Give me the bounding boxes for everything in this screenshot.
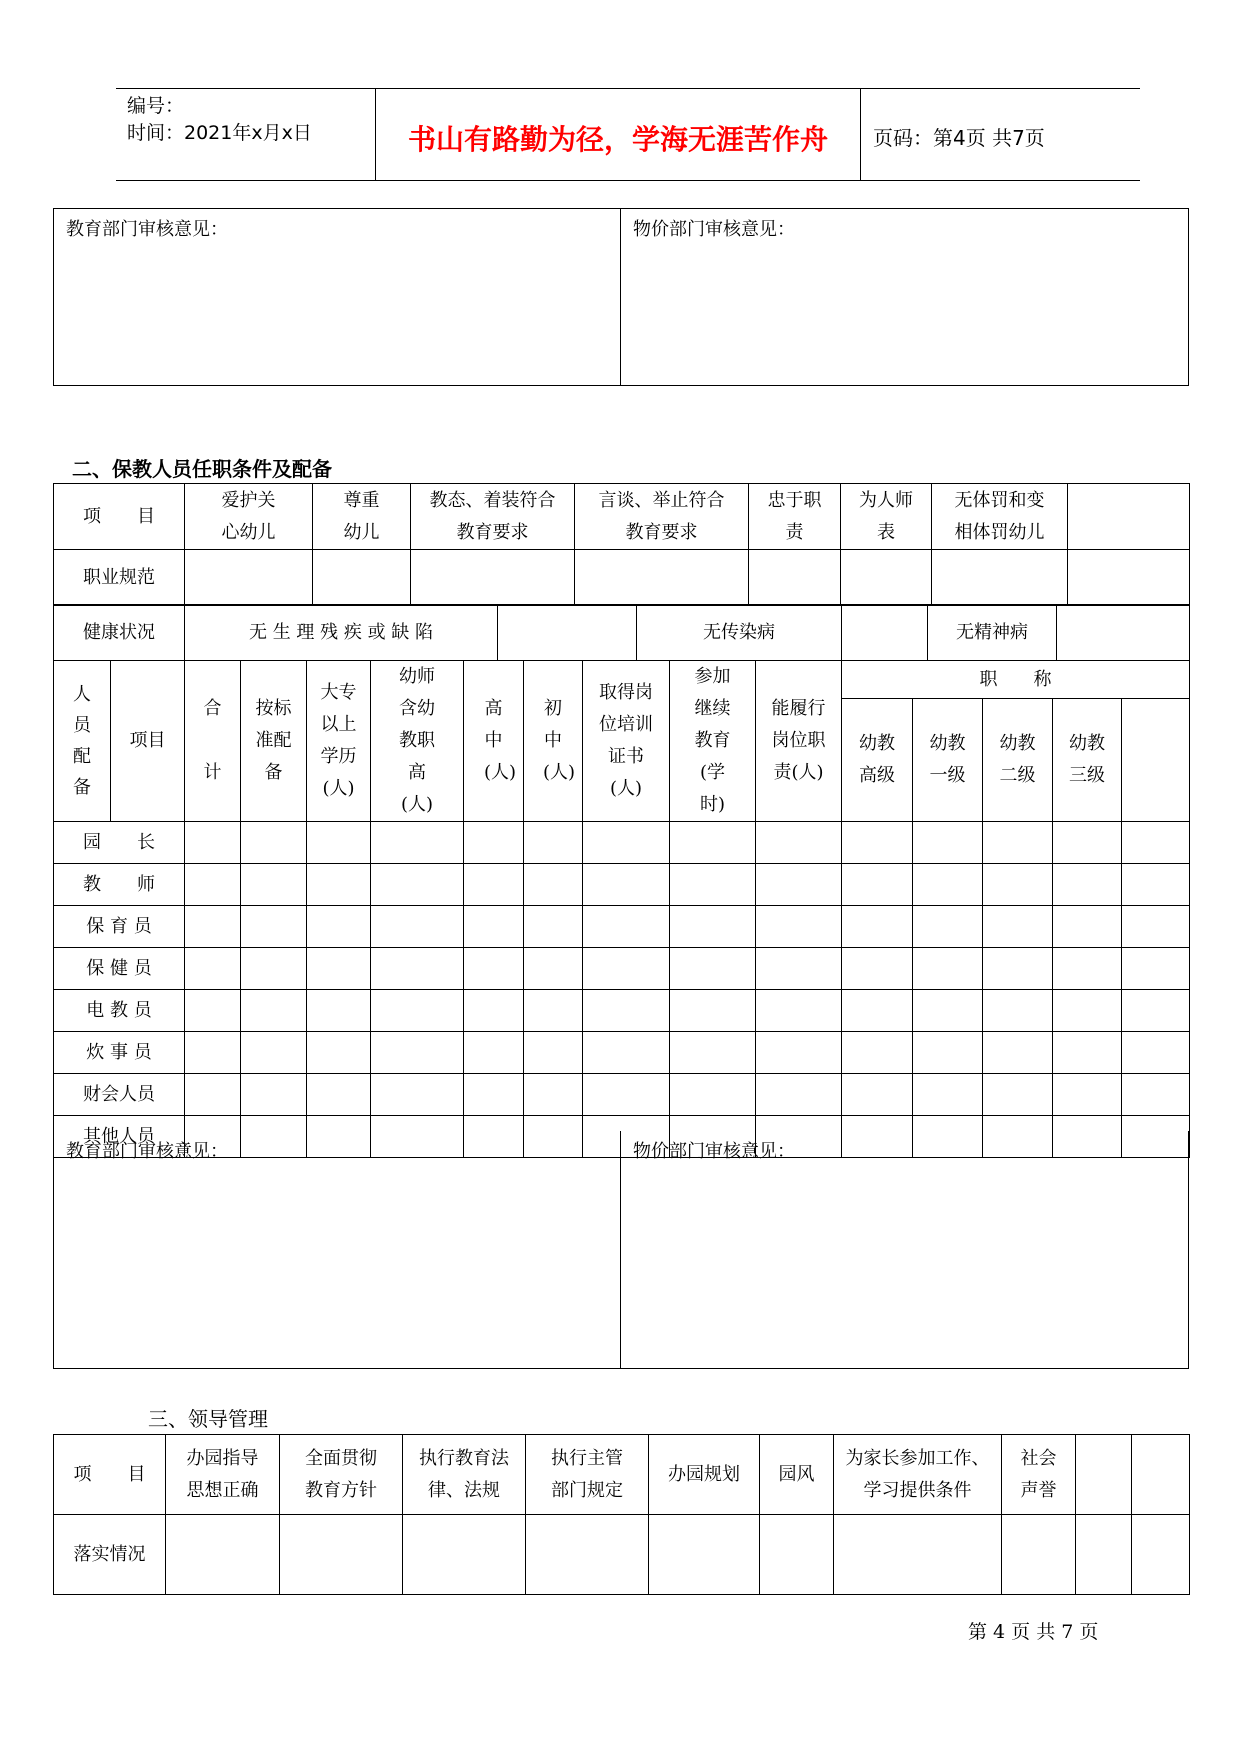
staffing-cell[interactable] — [524, 1032, 583, 1074]
page-footer: 第 4 页 共 7 页 — [968, 1621, 1099, 1643]
staffing-cell[interactable] — [307, 1032, 371, 1074]
health-cell[interactable] — [842, 605, 928, 661]
norm-cell[interactable] — [841, 550, 932, 606]
staffing-cell[interactable] — [983, 864, 1053, 906]
staffing-cell[interactable] — [1053, 822, 1122, 864]
staffing-cell[interactable] — [464, 990, 524, 1032]
staffing-row-label: 保 育 员 — [54, 906, 185, 948]
section2-title: 二、保教人员任职条件及配备 — [72, 457, 332, 481]
header-title-third: 幼教三级 — [1053, 699, 1122, 822]
staffing-cell[interactable] — [913, 1032, 983, 1074]
document-code-label: 编号： — [127, 95, 185, 117]
header-title-first: 幼教一级 — [913, 699, 983, 822]
staffing-row-label: 电 教 员 — [54, 990, 185, 1032]
leadership-header-blank — [1076, 1435, 1132, 1515]
staffing-cell[interactable] — [307, 906, 371, 948]
leadership-cell[interactable] — [403, 1515, 526, 1595]
header-total: 合计 — [185, 661, 241, 822]
leadership-header-style: 园风 — [760, 1435, 834, 1515]
staffing-cell[interactable] — [185, 906, 241, 948]
norm-header-no-punishment: 无体罚和变相体罚幼儿 — [932, 484, 1068, 550]
health-cell[interactable] — [1057, 605, 1190, 661]
norm-header-speech: 言谈、举止符合教育要求 — [575, 484, 749, 550]
staffing-cell[interactable] — [842, 864, 913, 906]
staffing-row — [54, 948, 1190, 990]
staffing-cell[interactable] — [670, 990, 756, 1032]
header-senior-teacher: 幼师含幼教职高(人) — [371, 661, 464, 822]
leadership-header-item: 项 目 — [54, 1435, 166, 1515]
leadership-cell[interactable] — [280, 1515, 403, 1595]
staffing-cell[interactable] — [307, 1074, 371, 1116]
staffing-cell[interactable] — [241, 990, 307, 1032]
header-page-label: 页码：第4页 共7页 — [873, 126, 1045, 150]
staffing-row — [54, 822, 1190, 864]
staffing-row — [54, 990, 1190, 1032]
norm-cell[interactable] — [932, 550, 1068, 606]
staffing-cell[interactable] — [371, 990, 464, 1032]
staffing-cell[interactable] — [1053, 1074, 1122, 1116]
staffing-cell[interactable] — [464, 906, 524, 948]
section2-price-review-box[interactable] — [620, 1131, 1189, 1369]
staffing-cell[interactable] — [524, 906, 583, 948]
staffing-cell[interactable] — [371, 822, 464, 864]
header-continuing-education: 参加继续教育(学时) — [670, 661, 756, 822]
staffing-row-label: 园 长 — [54, 822, 185, 864]
header-capable: 能履行岗位职责(人) — [756, 661, 842, 822]
staffing-row — [54, 906, 1190, 948]
staffing-cell[interactable] — [670, 948, 756, 990]
staffing-cell[interactable] — [241, 906, 307, 948]
staffing-cell[interactable] — [670, 906, 756, 948]
staffing-cell[interactable] — [842, 948, 913, 990]
staffing-cell[interactable] — [583, 948, 670, 990]
health-cell[interactable] — [498, 605, 637, 661]
leadership-table — [53, 1434, 1190, 1595]
staffing-cell[interactable] — [1122, 906, 1190, 948]
staffing-cell[interactable] — [371, 1032, 464, 1074]
staffing-cell[interactable] — [583, 990, 670, 1032]
staffing-row-label: 炊 事 员 — [54, 1032, 185, 1074]
section2-edu-review-box[interactable] — [53, 1131, 621, 1369]
price-review-label: 物价部门审核意见： — [633, 219, 795, 240]
staffing-cell[interactable] — [583, 822, 670, 864]
header-title-group: 职 称 — [842, 661, 1190, 699]
leadership-header-parents: 为家长参加工作、学习提供条件 — [834, 1435, 1002, 1515]
health-table — [53, 604, 1190, 661]
leadership-row-label: 落实情况 — [54, 1515, 166, 1595]
leadership-header-policy: 全面贯彻教育方针 — [280, 1435, 403, 1515]
staffing-cell[interactable] — [842, 822, 913, 864]
staffing-cell[interactable] — [371, 948, 464, 990]
staffing-cell[interactable] — [756, 948, 842, 990]
norm-cell[interactable] — [749, 550, 841, 606]
health-no-infection: 无传染病 — [637, 605, 842, 661]
health-no-disability: 无 生 理 残 疾 或 缺 陷 — [185, 605, 498, 661]
staffing-cell[interactable] — [524, 948, 583, 990]
staffing-row — [54, 1032, 1190, 1074]
staffing-cell[interactable] — [464, 864, 524, 906]
staffing-table — [53, 660, 1190, 1158]
staffing-cell[interactable] — [1122, 990, 1190, 1032]
norm-cell[interactable] — [575, 550, 749, 606]
section3-title: 三、领导管理 — [148, 1407, 268, 1431]
header-motto: 书山有路勤为径，学海无涯苦作舟 — [407, 123, 828, 156]
staffing-cell[interactable] — [842, 1074, 913, 1116]
staffing-cell[interactable] — [913, 864, 983, 906]
staffing-cell[interactable] — [756, 1074, 842, 1116]
staffing-cell[interactable] — [983, 1074, 1053, 1116]
staffing-cell[interactable] — [185, 864, 241, 906]
norm-header-manner: 教态、着装符合教育要求 — [411, 484, 575, 550]
staffing-row-label: 财会人员 — [54, 1074, 185, 1116]
header-title-blank — [1122, 699, 1190, 822]
health-no-mental: 无精神病 — [928, 605, 1057, 661]
leadership-cell[interactable] — [526, 1515, 649, 1595]
staffing-cell[interactable] — [1053, 864, 1122, 906]
norm-header-blank — [1068, 484, 1190, 550]
staffing-cell[interactable] — [913, 906, 983, 948]
header-top-rule — [116, 88, 1140, 89]
norm-row-label: 职业规范 — [54, 550, 185, 606]
staffing-cell[interactable] — [756, 822, 842, 864]
staffing-cell[interactable] — [983, 822, 1053, 864]
staffing-cell[interactable] — [1122, 864, 1190, 906]
header-certificate: 取得岗位培训证书(人) — [583, 661, 670, 822]
staffing-cell[interactable] — [670, 864, 756, 906]
staffing-cell[interactable] — [241, 948, 307, 990]
norm-cell[interactable] — [1068, 550, 1190, 606]
staffing-cell[interactable] — [1053, 990, 1122, 1032]
leadership-cell[interactable] — [760, 1515, 834, 1595]
leadership-header-reputation: 社会声誉 — [1002, 1435, 1076, 1515]
staffing-side-label: 人员配备 — [54, 661, 111, 822]
norm-cell[interactable] — [411, 550, 575, 606]
staffing-body — [54, 822, 1190, 1158]
staffing-cell[interactable] — [583, 906, 670, 948]
staffing-row — [54, 1074, 1190, 1116]
health-row-label: 健康状况 — [54, 605, 185, 661]
staffing-cell[interactable] — [1053, 1032, 1122, 1074]
staffing-cell[interactable] — [307, 822, 371, 864]
staffing-row-label: 教 师 — [54, 864, 185, 906]
leadership-cell[interactable] — [649, 1515, 760, 1595]
staffing-cell[interactable] — [983, 948, 1053, 990]
leadership-header-regulation: 执行主管部门规定 — [526, 1435, 649, 1515]
staffing-cell[interactable] — [241, 864, 307, 906]
staffing-row-label: 其他人员 — [54, 1116, 185, 1158]
conduct-norm-table — [53, 483, 1190, 606]
norm-header-respect: 尊重幼儿 — [313, 484, 411, 550]
staffing-cell[interactable] — [583, 864, 670, 906]
leadership-cell[interactable] — [834, 1515, 1002, 1595]
header-bottom-rule — [116, 180, 1140, 181]
price-review-box[interactable] — [620, 208, 1189, 386]
staffing-cell[interactable] — [241, 1032, 307, 1074]
staffing-cell[interactable] — [756, 864, 842, 906]
staffing-cell[interactable] — [756, 1032, 842, 1074]
header-title-second: 幼教二级 — [983, 699, 1053, 822]
staffing-cell[interactable] — [913, 948, 983, 990]
staffing-cell[interactable] — [524, 864, 583, 906]
header-junior-school: 初中(人) — [524, 661, 583, 822]
staffing-cell[interactable] — [913, 990, 983, 1032]
staffing-item-header: 项目 — [111, 661, 185, 822]
staffing-cell[interactable] — [185, 1074, 241, 1116]
leadership-header-guiding: 办园指导思想正确 — [166, 1435, 280, 1515]
staffing-cell[interactable] — [524, 1074, 583, 1116]
staffing-cell[interactable] — [1122, 1032, 1190, 1074]
leadership-cell[interactable] — [1076, 1515, 1132, 1595]
staffing-cell[interactable] — [1122, 822, 1190, 864]
staffing-cell[interactable] — [1122, 948, 1190, 990]
norm-header-care: 爱护关心幼儿 — [185, 484, 313, 550]
staffing-cell[interactable] — [464, 1032, 524, 1074]
staffing-cell[interactable] — [464, 822, 524, 864]
staffing-cell[interactable] — [185, 822, 241, 864]
edu-review-box[interactable] — [53, 208, 621, 386]
header-college: 大专以上学历(人) — [307, 661, 371, 822]
header-high-school: 高中(人) — [464, 661, 524, 822]
staffing-cell[interactable] — [307, 990, 371, 1032]
leadership-header-law: 执行教育法律、法规 — [403, 1435, 526, 1515]
staffing-cell[interactable] — [524, 822, 583, 864]
staffing-cell[interactable] — [185, 990, 241, 1032]
leadership-cell[interactable] — [1132, 1515, 1190, 1595]
staffing-cell[interactable] — [983, 906, 1053, 948]
staffing-cell[interactable] — [842, 990, 913, 1032]
staffing-cell[interactable] — [756, 906, 842, 948]
staffing-row-label: 保 健 员 — [54, 948, 185, 990]
staffing-row — [54, 864, 1190, 906]
staffing-cell[interactable] — [241, 822, 307, 864]
header-divider-right — [860, 88, 861, 180]
norm-header-duty: 忠于职责 — [749, 484, 841, 550]
document-time-label: 时间：2021年x月x日 — [127, 122, 312, 144]
leadership-cell[interactable] — [166, 1515, 280, 1595]
norm-cell[interactable] — [185, 550, 313, 606]
staffing-cell[interactable] — [307, 864, 371, 906]
staffing-cell[interactable] — [983, 990, 1053, 1032]
staffing-cell[interactable] — [583, 1032, 670, 1074]
norm-header-example: 为人师表 — [841, 484, 932, 550]
staffing-cell[interactable] — [756, 990, 842, 1032]
staffing-cell[interactable] — [1122, 1074, 1190, 1116]
staffing-cell[interactable] — [913, 822, 983, 864]
staffing-cell[interactable] — [185, 1032, 241, 1074]
header-standard: 按标准配备 — [241, 661, 307, 822]
edu-review-label: 教育部门审核意见： — [66, 219, 228, 240]
staffing-cell[interactable] — [1053, 906, 1122, 948]
staffing-cell[interactable] — [371, 864, 464, 906]
staffing-cell[interactable] — [524, 990, 583, 1032]
staffing-cell[interactable] — [185, 948, 241, 990]
staffing-cell[interactable] — [583, 1074, 670, 1116]
leadership-header-blank — [1132, 1435, 1190, 1515]
staffing-cell[interactable] — [913, 1074, 983, 1116]
staffing-cell[interactable] — [670, 822, 756, 864]
header-title-senior: 幼教高级 — [842, 699, 913, 822]
norm-header-item: 项 目 — [54, 484, 185, 550]
leadership-cell[interactable] — [1002, 1515, 1076, 1595]
staffing-cell[interactable] — [983, 1032, 1053, 1074]
staffing-cell[interactable] — [1053, 948, 1122, 990]
staffing-cell[interactable] — [307, 948, 371, 990]
norm-cell[interactable] — [313, 550, 411, 606]
staffing-cell[interactable] — [842, 1032, 913, 1074]
staffing-cell[interactable] — [670, 1032, 756, 1074]
staffing-cell[interactable] — [371, 906, 464, 948]
staffing-cell[interactable] — [241, 1074, 307, 1116]
staffing-cell[interactable] — [670, 1074, 756, 1116]
staffing-cell[interactable] — [371, 1074, 464, 1116]
staffing-cell[interactable] — [842, 906, 913, 948]
leadership-header-planning: 办园规划 — [649, 1435, 760, 1515]
staffing-cell[interactable] — [464, 1074, 524, 1116]
section2-price-review-label: 物价部门审核意见： — [633, 1141, 795, 1162]
section2-edu-review-label: 教育部门审核意见： — [66, 1141, 228, 1162]
staffing-cell[interactable] — [464, 948, 524, 990]
